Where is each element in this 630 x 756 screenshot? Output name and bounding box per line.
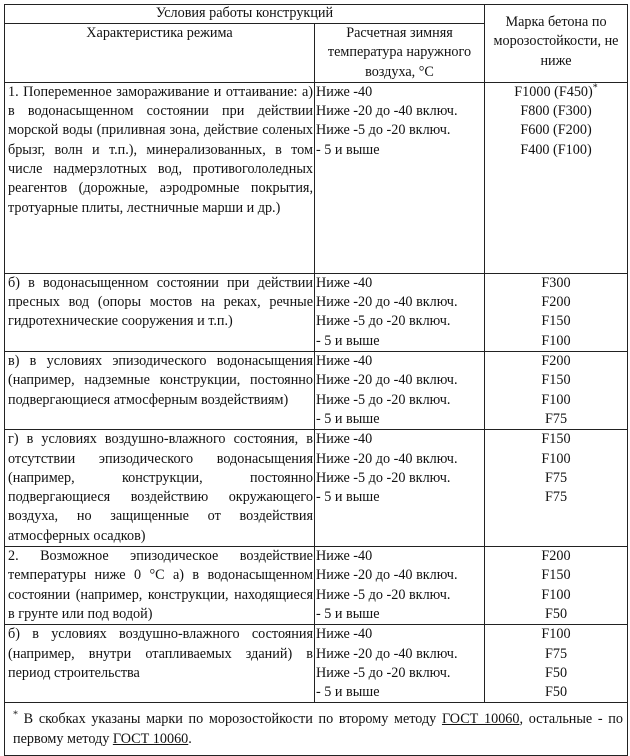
temperature-value: Ниже -20 до -40 включ. [316, 103, 458, 120]
temperature-value: Ниже -40 [316, 353, 373, 370]
temperature-value: Ниже -5 до -20 включ. [316, 313, 451, 330]
grade-value: F50 [544, 684, 568, 701]
temperature-value: - 5 и выше [316, 684, 380, 701]
grade-value: F200 [541, 548, 571, 565]
grade-value: F100 [541, 332, 571, 349]
grade-value: F200 [541, 294, 571, 311]
grade-cell [485, 273, 628, 351]
header-row [5, 5, 628, 24]
temperature-value: Ниже -40 [316, 626, 373, 643]
condition-cell: б) в водонасыщенном состоянии при действии пресных вод (опоры мостов на реках, речные гидротехнические сооружения и т.п.) [5, 273, 315, 351]
footnote-text: . [188, 731, 192, 748]
condition-cell: в) в условиях эпизодического водонасыщения (например, надземные конструкции, постоянно подвергающиеся атмосферным воздействиям) [5, 352, 315, 430]
grade-value: F75 [544, 469, 568, 486]
condition-cell: 1. Попеременное замораживание и оттаивание: а) в водонасыщенном состоянии при действии морской воды (приливная зона, действие соленых брызг, волн и т.п.), минерализованных, в том числе надмерзлотных вод, противогололедных реагентов (дорожные, аэродромные покрытия, тротуарные плиты, лестничные марши и др.) [5, 82, 315, 273]
grade-cell [485, 430, 628, 547]
grade-value: F300 [541, 274, 571, 291]
condition-cell: б) в условиях воздушно-влажного состояния (например, внутри отапливаемых зданий) в период строительства [5, 625, 315, 703]
temperature-value: - 5 и выше [316, 489, 380, 506]
table-row [5, 430, 628, 547]
temperature-value: Ниже -5 до -20 включ. [316, 586, 451, 603]
table-row [5, 273, 628, 351]
temperature-value: Ниже -20 до -40 включ. [316, 450, 458, 467]
temperature-value: Ниже -40 [316, 431, 373, 448]
temperature-value: Ниже -40 [316, 548, 373, 565]
condition-cell: г) в условиях воздушно-влажного состояния, в отсутствии эпизодического водонасыщения (например, конструкции, постоянно подвергающиеся воздействию окружающего воздуха, но защищенные от воздействия атмосферных осадков) [5, 430, 315, 547]
temperature-value: - 5 и выше [316, 141, 380, 158]
footnote-marker: * [592, 82, 598, 94]
grade-value: F75 [544, 489, 568, 506]
grade-value: F100 [541, 450, 571, 467]
temperature-value: Ниже -20 до -40 включ. [316, 372, 458, 389]
condition-cell: 2. Возможное эпизодическое воздействие температуры ниже 0 °С а) в водонасыщенном состоянии (например, конструкции, находящиеся в грунте или под водой) [5, 547, 315, 625]
grade-value: F100 [541, 391, 571, 408]
grade-value: F75 [544, 645, 568, 662]
grade-value: F200 [541, 353, 571, 370]
footnote-marker: * [13, 709, 18, 721]
temperature-cell [315, 82, 485, 273]
grade-value: F150 [541, 431, 571, 448]
grade-cell [485, 82, 628, 273]
grade-value: F150 [541, 567, 571, 584]
footnote-text: , остальные - по первому методу [13, 711, 623, 748]
temperature-value: Ниже -20 до -40 включ. [316, 294, 458, 311]
gost-link[interactable]: ГОСТ 10060 [112, 731, 189, 748]
grade-value: F50 [544, 605, 568, 622]
grade-value: F600 (F200) [520, 122, 592, 139]
temperature-cell [315, 625, 485, 703]
frost-resistance-table [4, 4, 628, 756]
grade-value: F150 [541, 313, 571, 330]
temperature-cell [315, 430, 485, 547]
table-row [5, 547, 628, 625]
footnote-text: В скобках указаны марки по морозостойкости по второму методу [18, 711, 442, 728]
table-row [5, 352, 628, 430]
table-row [5, 625, 628, 703]
table-row [5, 82, 628, 273]
grade-value: F400 (F100) [520, 141, 592, 158]
grade-value: F150 [541, 372, 571, 389]
header-grade: Марка бетона по морозостойкости, не ниже [485, 5, 628, 83]
temperature-value: Ниже -5 до -20 включ. [316, 122, 451, 139]
temperature-value: - 5 и выше [316, 605, 380, 622]
footnote-row [5, 703, 628, 756]
header-temperature: Расчетная зимняя температура наружного воздуха, °С [315, 24, 485, 83]
grade-value: F50 [544, 664, 568, 681]
header-group-label: Условия работы конструкций [5, 5, 485, 24]
temperature-value: Ниже -40 [316, 83, 373, 100]
grade-value: F75 [544, 410, 568, 427]
temperature-value: - 5 и выше [316, 332, 380, 349]
grade-value: F1000 (F450)* [514, 82, 598, 100]
grade-cell [485, 625, 628, 703]
grade-value: F100 [541, 586, 571, 603]
temperature-value: Ниже -20 до -40 включ. [316, 645, 458, 662]
grade-value: F100 [541, 626, 571, 643]
temperature-value: Ниже -5 до -20 включ. [316, 664, 451, 681]
temperature-value: - 5 и выше [316, 410, 380, 427]
temperature-value: Ниже -40 [316, 274, 373, 291]
temperature-cell [315, 547, 485, 625]
header-regime: Характеристика режима [5, 24, 315, 83]
temperature-value: Ниже -5 до -20 включ. [316, 469, 451, 486]
temperature-value: Ниже -5 до -20 включ. [316, 391, 451, 408]
footnote [5, 703, 628, 756]
grade-value: F800 (F300) [520, 103, 592, 120]
grade-cell [485, 547, 628, 625]
temperature-cell [315, 352, 485, 430]
grade-cell [485, 352, 628, 430]
temperature-value: Ниже -20 до -40 включ. [316, 567, 458, 584]
temperature-cell [315, 273, 485, 351]
gost-link[interactable]: ГОСТ 10060 [441, 711, 520, 728]
